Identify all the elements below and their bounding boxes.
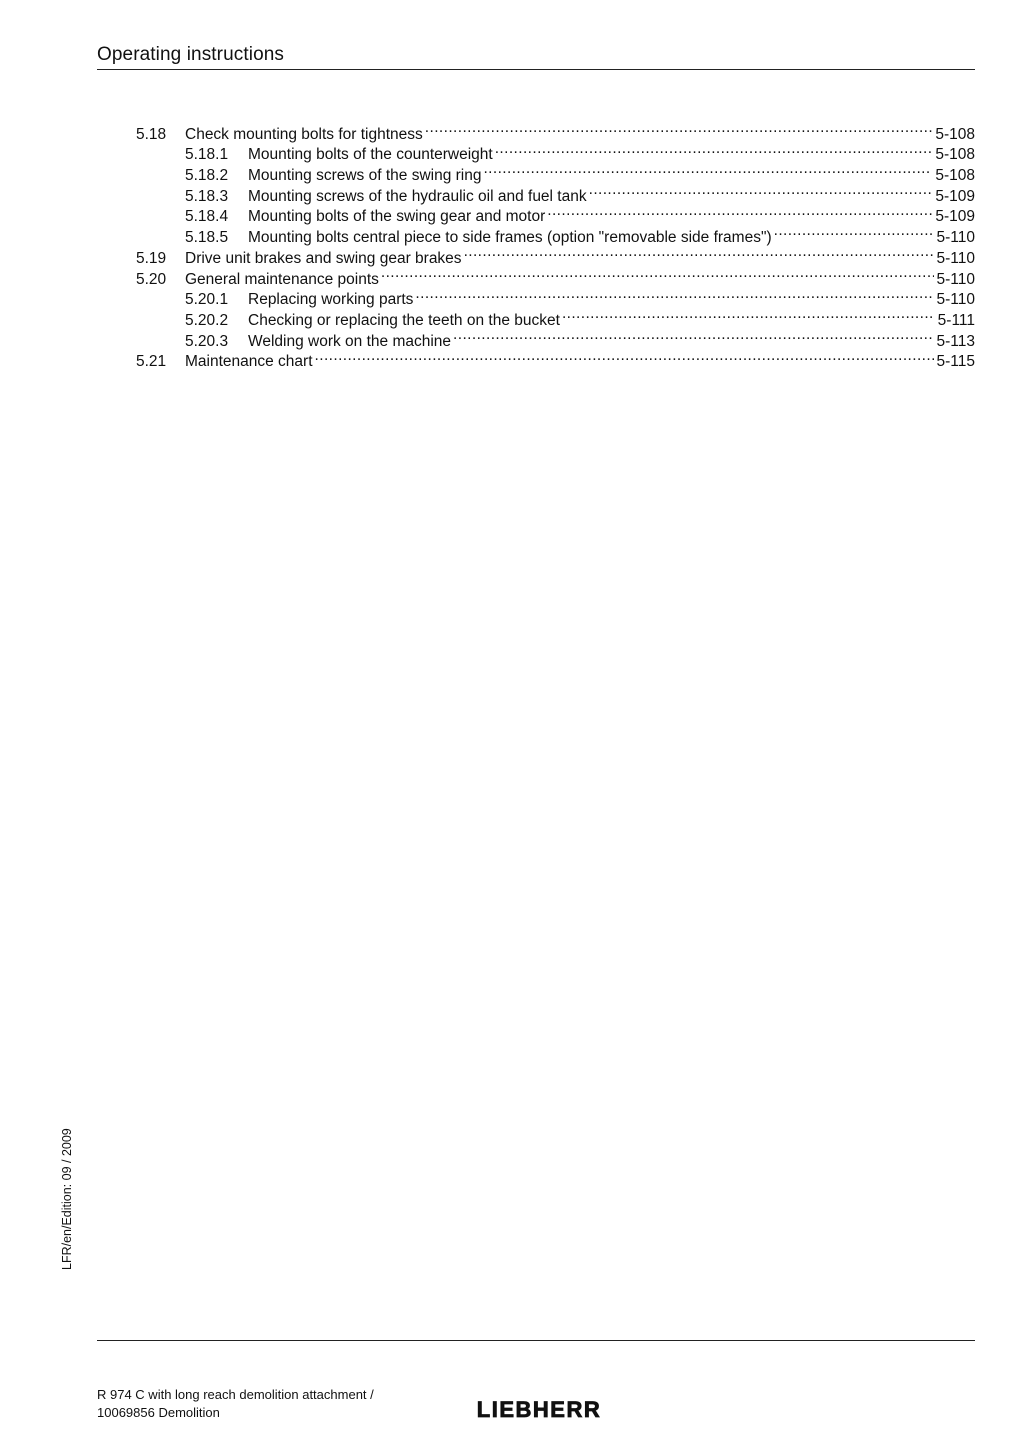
toc-entry-number: 5.18.3	[185, 187, 229, 205]
toc-entry-page: 5-113	[936, 332, 975, 350]
footer-line-2: 10069856 Demolition	[97, 1405, 220, 1420]
toc-entry-page: 5-110	[936, 249, 975, 267]
toc-entry-number: 5.18.5	[185, 229, 229, 247]
toc-entry-title: Mounting bolts of the swing gear and motor	[248, 208, 546, 226]
toc-dot-leader	[483, 159, 932, 180]
footer-line-1: R 974 C with long reach demolition attachment /	[97, 1387, 374, 1402]
toc-dot-leader	[495, 139, 933, 160]
toc-entry-title: General maintenance points	[185, 270, 379, 288]
toc-entry-title: Checking or replacing the teeth on the bucket	[248, 311, 560, 329]
footer-text	[97, 1386, 374, 1422]
toc-entry-page: 5-110	[936, 270, 975, 288]
toc-entry-title: Mounting bolts central piece to side frames (option "removable side frames")	[248, 229, 772, 247]
toc-entry-page: 5-110	[936, 291, 975, 309]
toc-entry-title: Maintenance chart	[185, 353, 313, 371]
liebherr-logo-text: LIEBHERR	[476, 1398, 602, 1420]
toc-entry-number: 5.18	[136, 125, 167, 143]
edition-note: LFR/en/Edition: 09 / 2009	[60, 1128, 74, 1270]
toc-entry-number: 5.20.1	[185, 291, 229, 309]
table-of-contents	[136, 118, 975, 371]
toc-entry-title: Mounting bolts of the counterweight	[248, 146, 493, 164]
toc-dot-leader	[315, 346, 934, 367]
toc-entry-page: 5-108	[935, 167, 975, 185]
toc-dot-leader	[381, 263, 934, 284]
toc-entry-title: Drive unit brakes and swing gear brakes	[185, 249, 462, 267]
toc-entry-number: 5.18.2	[185, 167, 229, 185]
header-rule	[97, 69, 975, 70]
toc-dot-leader	[562, 304, 935, 325]
liebherr-logo	[458, 1398, 620, 1420]
toc-entry-page: 5-110	[936, 229, 975, 247]
toc-entry-number: 5.18.4	[185, 208, 229, 226]
toc-dot-leader	[415, 284, 933, 305]
toc-entry-title: Check mounting bolts for tightness	[185, 125, 423, 143]
toc-entry-number: 5.20	[136, 270, 167, 288]
toc-entry-page: 5-108	[935, 146, 975, 164]
toc-dot-leader	[464, 242, 934, 263]
toc-dot-leader	[425, 118, 933, 139]
toc-entry-title: Replacing working parts	[248, 291, 414, 309]
toc-dot-leader	[589, 180, 933, 201]
toc-entry-title: Welding work on the machine	[248, 332, 452, 350]
toc-entry-number: 5.20.2	[185, 311, 229, 329]
toc-entry-number: 5.18.1	[185, 146, 229, 164]
toc-dot-leader	[774, 221, 934, 242]
toc-entry-title: Mounting screws of the swing ring	[248, 167, 482, 185]
footer-rule	[97, 1340, 975, 1341]
page-header: Operating instructions	[97, 44, 285, 65]
toc-entry-page: 5-108	[935, 125, 975, 143]
toc-entry-title: Mounting screws of the hydraulic oil and fuel tank	[248, 187, 587, 205]
toc-dot-leader	[453, 325, 933, 346]
toc-entry[interactable]	[136, 118, 975, 143]
toc-entry-number: 5.21	[136, 353, 167, 371]
toc-entry-page: 5-109	[935, 208, 975, 226]
toc-entry-number: 5.20.3	[185, 332, 229, 350]
toc-dot-leader	[547, 201, 932, 222]
toc-entry-page: 5-115	[936, 353, 975, 371]
toc-entry-page: 5-109	[935, 187, 975, 205]
toc-entry-page: 5-111	[937, 311, 975, 329]
toc-entry-number: 5.19	[136, 249, 167, 267]
